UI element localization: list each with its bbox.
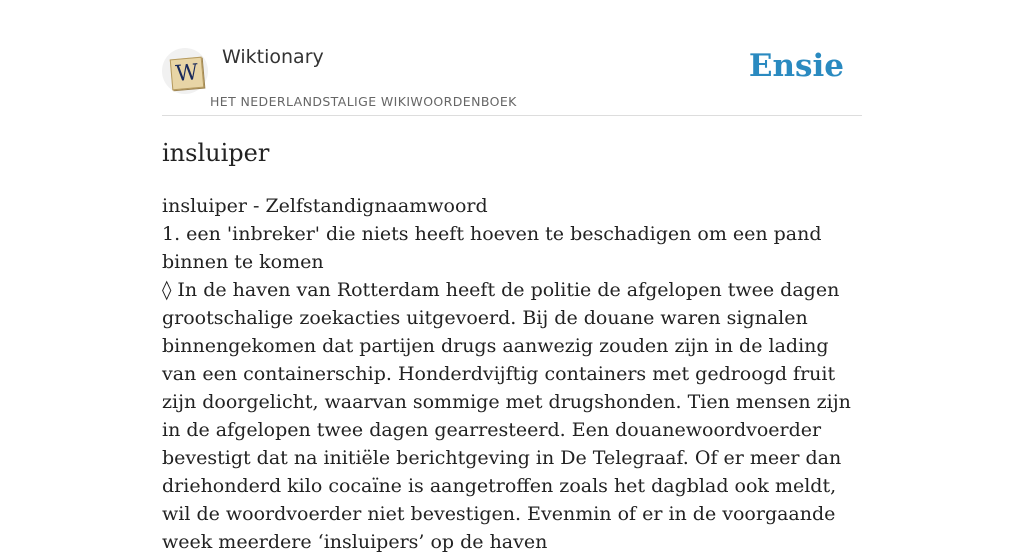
headword-line: insluiper - Zelfstandignaamwoord [162, 195, 488, 217]
site-name: Wiktionary [222, 46, 324, 68]
site-tagline: HET NEDERLANDSTALIGE WIKIWOORDENBOEK [210, 94, 517, 109]
entry-content [162, 192, 852, 556]
ensie-brand-link[interactable]: Ensie [748, 48, 844, 84]
header-divider [162, 115, 862, 116]
page-title: insluiper [162, 139, 270, 167]
definition: 1. een 'inbreker' die niets heeft hoeven te beschadigen om een pand binnen te komen [162, 223, 822, 273]
usage-example: ◊ In de haven van Rotterdam heeft de politie de afgelopen twee dagen grootschalige zoekacties uitgevoerd. Bij de douane waren signalen binnengekomen dat partijen drugs aanwezig zouden zijn in de lading van een containerschip. Honderdvijftig containers met gedroogd fruit zijn doorgelicht, waarvan sommige met drugshonden. Tien mensen zijn in de afgelopen twee dagen gearresteerd. Een douanewoordvoerder bevestigt dat na initiële berichtgeving in De Telegraaf. Of er meer dan driehonderd kilo cocaïne is aangetroffen zoals het dagblad ook meldt, wil de woordvoerder niet bevestigen. Evenmin of er in de voorgaande week meerdere ‘insluipers’ op de haven [162, 279, 851, 553]
wiktionary-logo-icon: W [170, 57, 205, 91]
site-header [162, 44, 862, 116]
wiktionary-logo[interactable] [162, 48, 208, 94]
